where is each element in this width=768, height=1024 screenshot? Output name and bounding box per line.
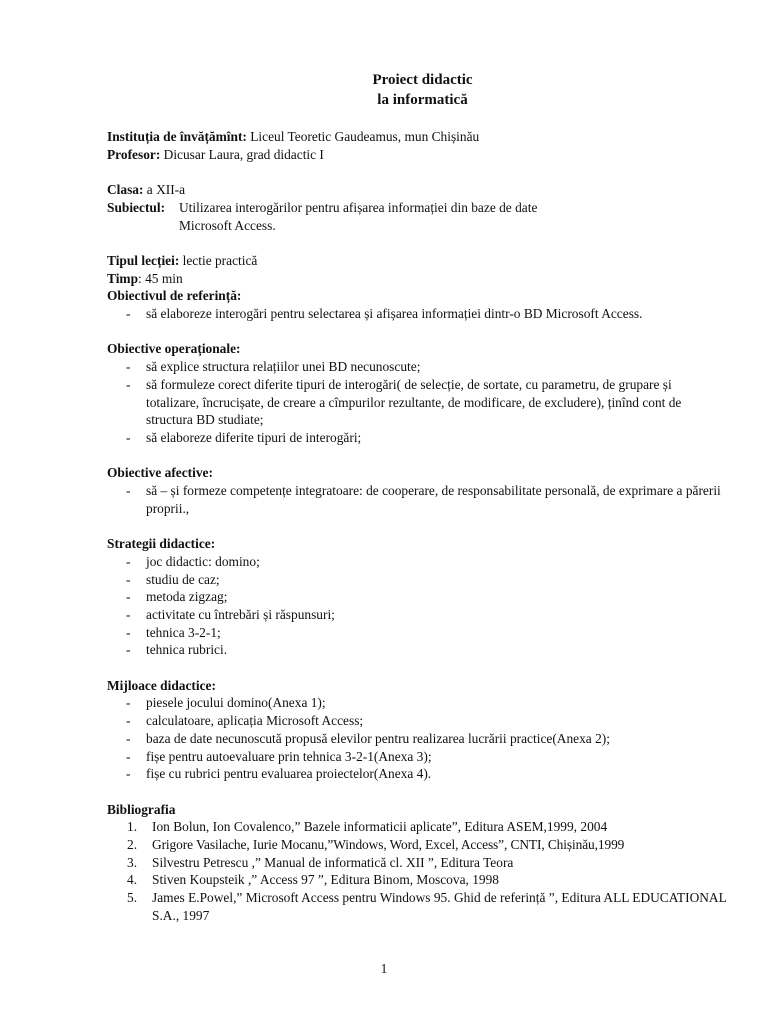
lesson-type-row xyxy=(107,252,728,270)
teacher-row xyxy=(107,146,728,164)
operational-objectives-heading: Obiective operaționale: xyxy=(107,341,241,357)
document-subtitle: la informatică xyxy=(377,92,468,108)
lesson-type-value: lectie practică xyxy=(179,252,258,268)
bibliography-number: 5. xyxy=(127,890,138,906)
class-row xyxy=(107,181,728,199)
affective-objectives-list xyxy=(107,482,728,517)
bibliography-item xyxy=(107,836,728,854)
bibliography-text: Ion Bolun, Ion Covalenco,” Bazele informaticii aplicate”, Editura ASEM,1999, 2004 xyxy=(152,819,608,835)
bibliography-item xyxy=(107,818,728,836)
bibliography-item xyxy=(107,871,728,889)
bibliography-number: 4. xyxy=(127,872,138,888)
list-item: - joc didactic: domino; xyxy=(107,553,728,571)
strategies-list xyxy=(107,553,728,659)
list-item: - tehnica rubrici. xyxy=(107,641,728,659)
reference-objective-heading: Obiectivul de referință: xyxy=(107,288,242,304)
lesson-type-label: Tipul lecției: xyxy=(107,252,180,268)
operational-objectives-list xyxy=(107,358,728,447)
page-number: 1 xyxy=(380,961,388,976)
bibliography-number: 3. xyxy=(127,854,138,870)
title-block xyxy=(107,70,728,110)
bibliography-heading: Bibliografia xyxy=(107,801,176,817)
class-label: Clasa: xyxy=(107,182,144,198)
bibliography-text: James E.Powel,” Microsoft Access pentru Windows 95. Ghid de referință ”, Editura ALL EDUCATIONAL S.A., 1997 xyxy=(152,890,727,923)
bibliography-number: 2. xyxy=(127,837,138,853)
institution-label: Instituția de învățămînt: xyxy=(107,129,247,144)
bibliography-text: Grigore Vasilache, Iurie Mocanu,”Windows, Word, Excel, Access”, CNTI, Chișinău,1999 xyxy=(152,837,625,853)
time-row xyxy=(107,270,728,288)
subject-value xyxy=(179,199,537,234)
bibliography-item xyxy=(107,854,728,872)
time-label: Timp xyxy=(107,270,139,286)
bibliography-item xyxy=(107,889,728,924)
means-heading: Mijloace didactice: xyxy=(107,677,216,693)
list-item: - să formuleze corect diferite tipuri de interogări( de selecție, de sortate, cu parametru, de grupare și totalizare, încrucișate, de creare a cîmpurilor rezultante, de modificare, de excludere), ținînd cont de structura BD studiate; xyxy=(107,376,728,429)
list-item: - activitate cu întrebări și răspunsuri; xyxy=(107,606,728,624)
subject-line-1: Utilizarea interogărilor pentru afișarea informației din baze de date xyxy=(179,199,538,215)
subject-label: Subiectul: xyxy=(107,199,166,215)
subject-line-2: Microsoft Access. xyxy=(179,217,276,233)
list-item: - să elaboreze interogări pentru selectarea și afișarea informației dintr-o BD Microsoft Access. xyxy=(107,305,728,323)
list-item: - să – și formeze competențe integratoare: de cooperare, de responsabilitate personală, de exprimare a părerii proprii., xyxy=(107,482,728,517)
class-value: a XII-a xyxy=(143,182,186,198)
list-item: - tehnica 3-2-1; xyxy=(107,624,728,642)
list-item: - fișe pentru autoevaluare prin tehnica 3-2-1(Anexa 3); xyxy=(107,748,728,766)
bibliography-text: Stiven Koupsteik ,” Access 97 ”, Editura Binom, Moscova, 1998 xyxy=(152,872,499,888)
bibliography-number: 1. xyxy=(127,819,138,835)
strategies-heading: Strategii didactice: xyxy=(107,536,216,552)
time-value: : 45 min xyxy=(138,270,183,286)
bibliography-list xyxy=(107,818,728,924)
list-item: - baza de date necunoscută propusă elevilor pentru realizarea lucrării practice(Anexa 2); xyxy=(107,730,728,748)
affective-objectives-heading: Obiective afective: xyxy=(107,465,213,481)
bibliography-text: Silvestru Petrescu ,” Manual de informatică cl. XII ”, Editura Teora xyxy=(152,854,514,870)
reference-objective-list xyxy=(107,305,728,323)
list-item: - studiu de caz; xyxy=(107,571,728,589)
subject-row xyxy=(107,199,728,234)
institution-row xyxy=(107,128,728,146)
list-item: - metoda zigzag; xyxy=(107,588,728,606)
teacher-value: Dicusar Laura, grad didactic I xyxy=(160,146,324,162)
list-item: - să elaboreze diferite tipuri de interogări; xyxy=(107,429,728,447)
list-item: - fișe cu rubrici pentru evaluarea proiectelor(Anexa 4). xyxy=(107,765,728,783)
list-item: - piesele jocului domino(Anexa 1); xyxy=(107,694,728,712)
institution-value: Liceul Teoretic Gaudeamus, mun Chișinău xyxy=(246,129,480,144)
means-list xyxy=(107,694,728,783)
document-title: Proiect didactic xyxy=(372,72,473,88)
teacher-label: Profesor: xyxy=(107,146,161,162)
list-item: - să explice structura relațiilor unei BD necunoscute; xyxy=(107,358,728,376)
list-item: - calculatoare, aplicația Microsoft Access; xyxy=(107,712,728,730)
